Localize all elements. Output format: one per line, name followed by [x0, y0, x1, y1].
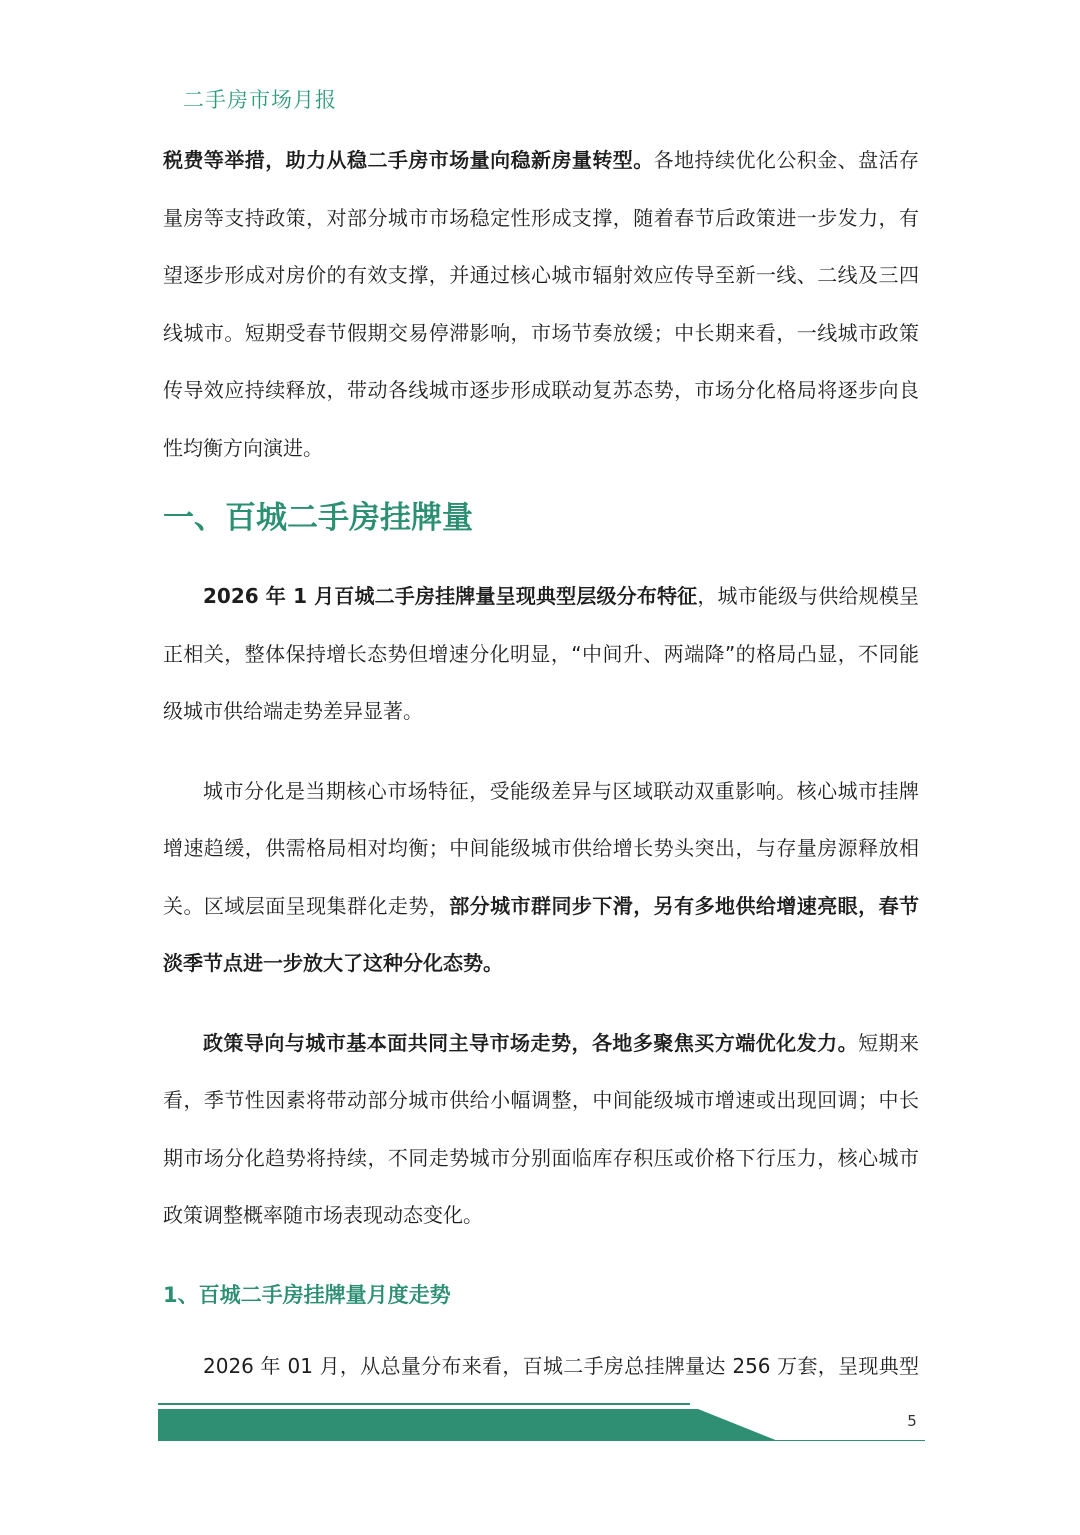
footer-accent-band — [158, 1409, 778, 1441]
intro-text: 各地持续优化公积金、盘活存量房等支持政策，对部分城市市场稳定性形成支撑，随着春节后政策进一步发力，有望逐步形成对房价的有效支撑，并通过核心城市辐射效应传导至新一线、二线及三四线城市。短期受春节假期交易停滞影响，市场节奏放缓；中长期来看，一线城市政策传导效应持续释放，带动各线城市逐步形成联动复苏态势，市场分化格局将逐步向良性均衡方向演进。 — [163, 148, 920, 460]
section-heading: 一、百城二手房挂牌量 — [163, 500, 473, 536]
footer-baseline-rule — [158, 1440, 925, 1441]
running-header-title: 二手房市场月报 — [183, 88, 337, 112]
subsection-heading: 1、百城二手房挂牌量月度走势 — [163, 1282, 451, 1307]
section-paragraph-1 — [163, 568, 919, 741]
para3-bold-lead: 政策导向与城市基本面共同主导市场走势，各地多聚焦买方端优化发力。 — [203, 1030, 859, 1055]
subsection-paragraph: 2026 年 01 月，从总量分布来看，百城二手房总挂牌量达 256 万套，呈现典型 — [203, 1353, 919, 1378]
intro-bold-lead: 税费等举措，助力从稳二手房市场量向稳新房量转型。 — [163, 148, 654, 172]
section-paragraph-3 — [163, 1015, 919, 1245]
page-number: 5 — [907, 1412, 917, 1430]
intro-paragraph — [163, 132, 919, 477]
para2-bold-tail: 部分城市群同步下滑，另有多地供给增速亮眼，春节淡季节点进一步放大了这种分化态势。 — [163, 893, 920, 975]
section-paragraph-2 — [163, 763, 919, 993]
para3-text: 短期来看，季节性因素将带动部分城市供给小幅调整，中间能级城市增速或出现回调；中长期市场分化趋势将持续，不同走势城市分别面临库存积压或价格下行压力，核心城市政策调整概率随市场表现动态变化。 — [163, 1030, 920, 1227]
para1-text: ，城市能级与供给规模呈正相关，整体保持增长态势但增速分化明显，“中间升、两端降”的格局凸显，不同能级城市供给端走势差异显著。 — [163, 584, 920, 723]
para1-bold-lead: 2026 年 1 月百城二手房挂牌量呈现典型层级分布特征 — [203, 584, 698, 608]
footer-top-rule — [158, 1403, 690, 1405]
para2-text: 城市分化是当期核心市场特征，受能级差异与区域联动双重影响。核心城市挂牌增速趋缓，供需格局相对均衡；中间能级城市供给增长势头突出，与存量房源释放相关。区域层面呈现集群化走势， — [163, 778, 919, 918]
document-body — [163, 132, 919, 1453]
